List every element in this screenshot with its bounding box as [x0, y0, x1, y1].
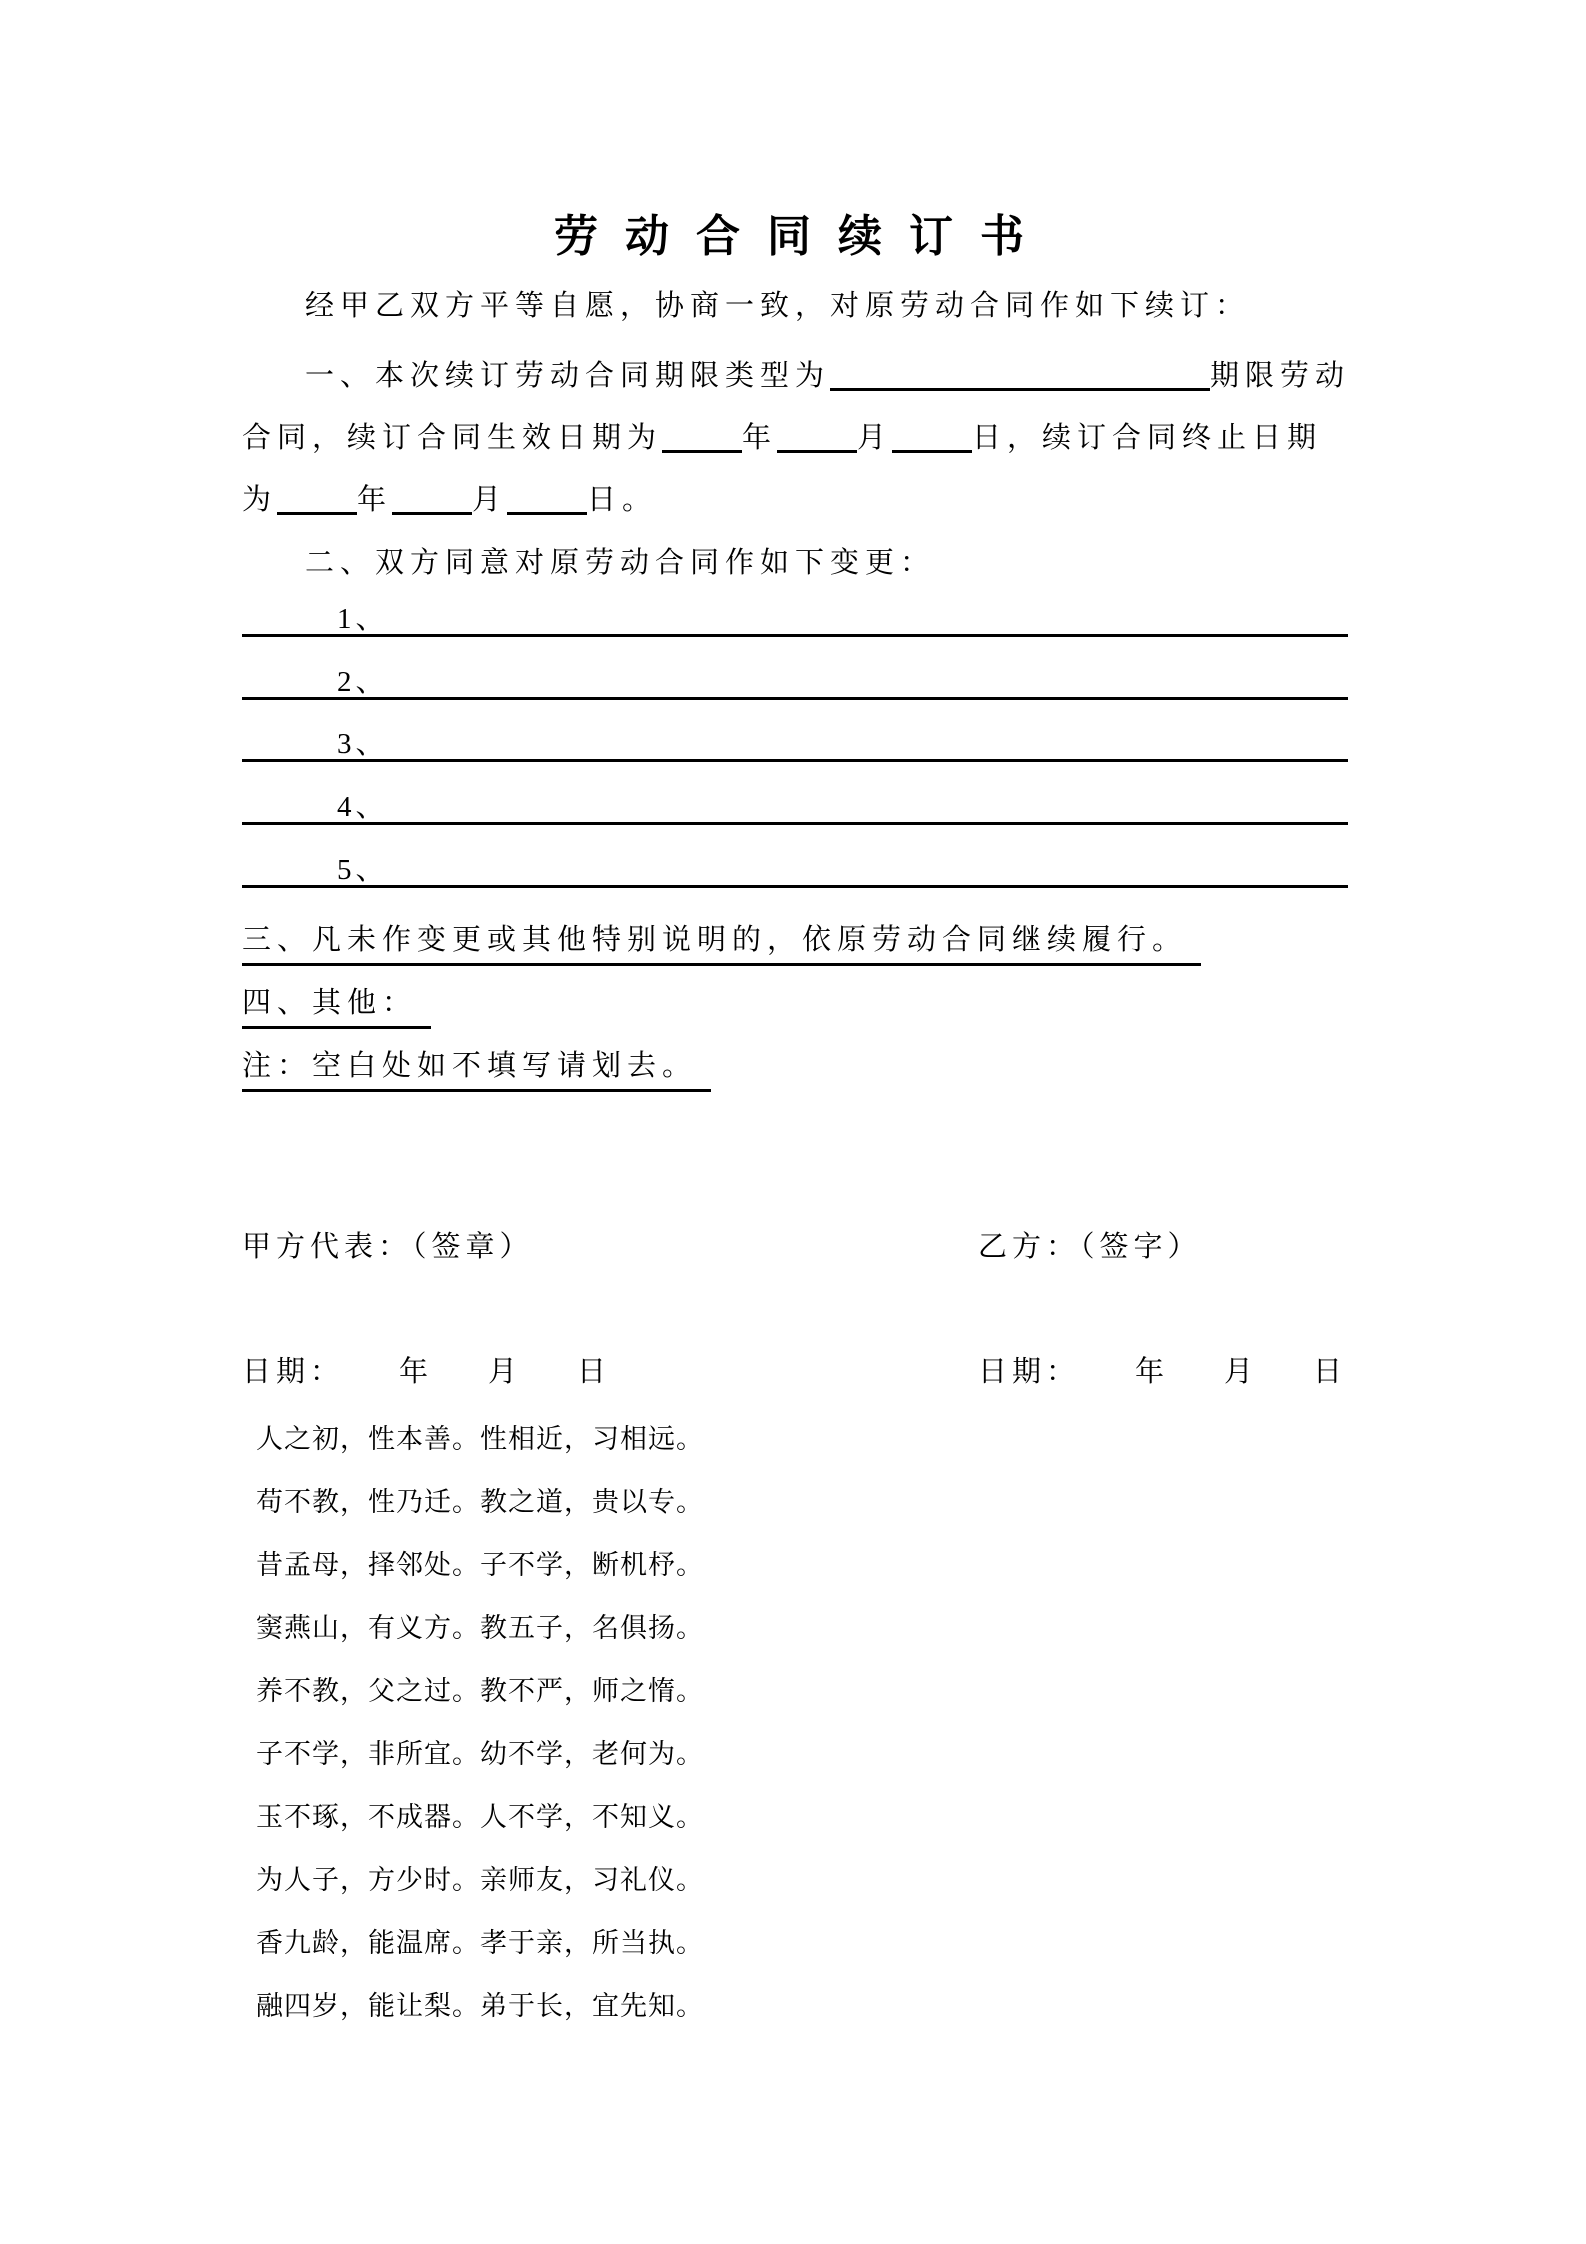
- party-b-date-line: [978, 1349, 1347, 1390]
- clause-one-line-2: [242, 420, 1322, 456]
- start-day-blank-field[interactable]: [892, 420, 972, 453]
- clause-three-text: 三、凡未作变更或其他特别说明的，依原劳动合同继续履行。: [242, 922, 1201, 966]
- document-title: 劳 动 合 同 续 订 书: [554, 212, 1032, 261]
- change-item-line-1[interactable]: [242, 596, 1348, 637]
- date-year-label: 年: [1135, 1356, 1170, 1388]
- date-label: 日期：: [242, 1356, 345, 1388]
- change-item-number: 3、: [337, 728, 389, 760]
- change-item-line-5[interactable]: [242, 847, 1348, 888]
- note-text: 注：空白处如不填写请划去。: [242, 1048, 711, 1092]
- end-month-label: 月: [472, 484, 508, 516]
- change-item-line-2[interactable]: [242, 659, 1348, 700]
- clause-three: [242, 922, 1201, 966]
- end-month-blank-field[interactable]: [392, 482, 472, 515]
- end-year-label: 年: [357, 484, 393, 516]
- clause-one-line-3: [242, 482, 657, 518]
- change-item-number: 1、: [337, 603, 389, 635]
- date-label: 日期：: [978, 1356, 1081, 1388]
- party-a-signature-label: 甲方代表：（签章）: [242, 1231, 534, 1263]
- party-b-signature-label: 乙方：（签字）: [978, 1231, 1202, 1263]
- clause-one-line1-text: 一、本次续订劳动合同期限类型为: [305, 360, 831, 392]
- end-day-blank-field[interactable]: [507, 482, 587, 515]
- clause-two-heading: 二、双方同意对原劳动合同作如下变更：: [305, 547, 936, 579]
- note-line: [242, 1048, 711, 1092]
- term-type-blank-field[interactable]: [830, 358, 1210, 391]
- clause-one-line-1: [242, 358, 1350, 394]
- change-item-number: 2、: [337, 666, 389, 698]
- start-month-blank-field[interactable]: [777, 420, 857, 453]
- intro-paragraph: 经甲乙双方平等自愿，协商一致，对原劳动合同作如下续订：: [305, 290, 1251, 322]
- poem-line-2: 苟不教，性乃迁。教之道，贵以专。: [256, 1487, 704, 1517]
- end-day-label: 日。: [587, 484, 658, 516]
- date-day-label: 日: [1313, 1356, 1348, 1388]
- poem-line-5: 养不教，父之过。教不严，师之惰。: [256, 1676, 704, 1706]
- poem-line-7: 玉不琢，不成器。人不学，不知义。: [256, 1802, 704, 1832]
- effective-date-text: 合同，续订合同生效日期为: [242, 422, 663, 454]
- start-year-blank-field[interactable]: [662, 420, 742, 453]
- poem-line-3: 昔孟母，择邻处。子不学，断机杼。: [256, 1550, 704, 1580]
- change-item-line-3[interactable]: [242, 721, 1348, 762]
- date-day-label: 日: [577, 1356, 612, 1388]
- poem-line-10: 融四岁，能让梨。弟于长，宜先知。: [256, 1991, 704, 2021]
- year-label: 年: [742, 422, 778, 454]
- date-year-label: 年: [399, 1356, 434, 1388]
- end-year-blank-field[interactable]: [277, 482, 357, 515]
- poem-line-9: 香九龄，能温席。孝于亲，所当执。: [256, 1928, 704, 1958]
- date-month-label: 月: [1224, 1356, 1259, 1388]
- clause-one-line1-tail: 期限劳动: [1210, 360, 1351, 392]
- month-label: 月: [857, 422, 893, 454]
- termination-date-text: 日，续订合同终止日期: [972, 422, 1323, 454]
- change-item-line-4[interactable]: [242, 784, 1348, 825]
- poem-line-1: 人之初，性本善。性相近，习相远。: [256, 1424, 704, 1454]
- poem-line-8: 为人子，方少时。亲师友，习礼仪。: [256, 1865, 704, 1895]
- date-month-label: 月: [488, 1356, 523, 1388]
- end-date-prefix: 为: [242, 484, 278, 516]
- clause-four-text: 四、其他：: [242, 985, 431, 1029]
- clause-four: [242, 985, 431, 1029]
- change-item-number: 5、: [337, 854, 389, 886]
- poem-line-6: 子不学，非所宜。幼不学，老何为。: [256, 1739, 704, 1769]
- poem-line-4: 窦燕山，有义方。教五子，名俱扬。: [256, 1613, 704, 1643]
- change-item-number: 4、: [337, 791, 389, 823]
- party-a-date-line: [242, 1349, 611, 1390]
